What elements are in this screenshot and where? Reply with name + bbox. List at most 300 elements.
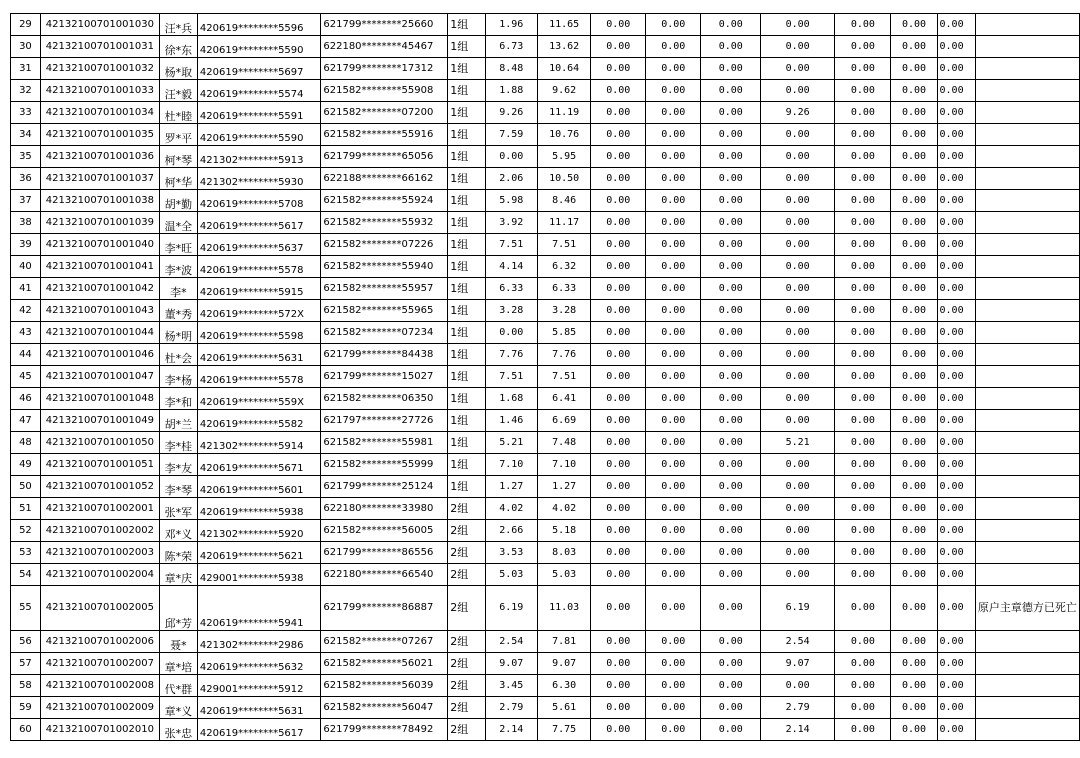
bank-account-cell: 622188********66162 — [321, 168, 448, 190]
amount-e-cell: 0.00 — [701, 498, 761, 520]
amount-i-cell: 0.00 — [937, 366, 975, 388]
table-row — [11, 278, 1080, 300]
group-cell: 2组 — [448, 586, 485, 631]
amount-f-cell: 0.00 — [761, 454, 835, 476]
amount-c-cell: 0.00 — [591, 300, 646, 322]
amount-i-cell: 0.00 — [937, 212, 975, 234]
amount-h-cell: 0.00 — [891, 124, 937, 146]
amount-d-cell: 0.00 — [646, 300, 701, 322]
table-row — [11, 410, 1080, 432]
spreadsheet-page — [10, 13, 1080, 741]
note-cell — [975, 653, 1079, 675]
name-cell: 邓*义 — [159, 520, 197, 542]
amount-c-cell: 0.00 — [591, 520, 646, 542]
name-cell: 徐*东 — [159, 36, 197, 58]
group-cell: 1组 — [448, 58, 485, 80]
amount-f-cell: 0.00 — [761, 410, 835, 432]
amount-g-cell: 0.00 — [835, 697, 891, 719]
amount-a-cell: 1.96 — [485, 14, 537, 36]
amount-e-cell: 0.00 — [701, 322, 761, 344]
amount-b-cell: 8.03 — [537, 542, 591, 564]
amount-a-cell: 2.14 — [485, 719, 537, 741]
amount-d-cell: 0.00 — [646, 256, 701, 278]
group-cell: 2组 — [448, 631, 485, 653]
amount-a-cell: 6.33 — [485, 278, 537, 300]
amount-b-cell: 5.18 — [537, 520, 591, 542]
row-index-cell: 30 — [11, 36, 41, 58]
amount-h-cell: 0.00 — [891, 410, 937, 432]
amount-f-cell: 0.00 — [761, 564, 835, 586]
household-code-cell: 42132100701002005 — [40, 586, 159, 631]
table-row — [11, 14, 1080, 36]
bank-account-cell: 621582********55965 — [321, 300, 448, 322]
amount-i-cell: 0.00 — [937, 300, 975, 322]
bank-account-cell: 621582********07226 — [321, 234, 448, 256]
amount-h-cell: 0.00 — [891, 146, 937, 168]
id-number-cell: 420619********5617 — [197, 719, 320, 741]
group-cell: 2组 — [448, 697, 485, 719]
table-row — [11, 36, 1080, 58]
bank-account-cell: 621799********78492 — [321, 719, 448, 741]
amount-g-cell: 0.00 — [835, 344, 891, 366]
table-row — [11, 520, 1080, 542]
group-cell: 2组 — [448, 564, 485, 586]
amount-c-cell: 0.00 — [591, 234, 646, 256]
bank-account-cell: 621582********56039 — [321, 675, 448, 697]
amount-e-cell: 0.00 — [701, 631, 761, 653]
amount-g-cell: 0.00 — [835, 234, 891, 256]
table-row — [11, 322, 1080, 344]
group-cell: 1组 — [448, 168, 485, 190]
household-code-cell: 42132100701002002 — [40, 520, 159, 542]
amount-e-cell: 0.00 — [701, 388, 761, 410]
name-cell: 柯*华 — [159, 168, 197, 190]
amount-h-cell: 0.00 — [891, 234, 937, 256]
amount-e-cell: 0.00 — [701, 366, 761, 388]
id-number-cell: 421302********5930 — [197, 168, 320, 190]
amount-e-cell: 0.00 — [701, 124, 761, 146]
household-code-cell: 42132100701001051 — [40, 454, 159, 476]
amount-b-cell: 9.62 — [537, 80, 591, 102]
amount-i-cell: 0.00 — [937, 190, 975, 212]
amount-b-cell: 10.64 — [537, 58, 591, 80]
amount-b-cell: 5.03 — [537, 564, 591, 586]
household-code-cell: 42132100701001041 — [40, 256, 159, 278]
amount-d-cell: 0.00 — [646, 719, 701, 741]
row-index-cell: 46 — [11, 388, 41, 410]
name-cell: 李*和 — [159, 388, 197, 410]
amount-a-cell: 5.98 — [485, 190, 537, 212]
amount-f-cell: 0.00 — [761, 476, 835, 498]
id-number-cell: 421302********2986 — [197, 631, 320, 653]
amount-f-cell: 0.00 — [761, 234, 835, 256]
name-cell: 章*庆 — [159, 564, 197, 586]
table-row — [11, 564, 1080, 586]
name-cell: 邱*芳 — [159, 586, 197, 631]
id-number-cell: 420619********5598 — [197, 322, 320, 344]
name-cell: 李*琴 — [159, 476, 197, 498]
amount-e-cell: 0.00 — [701, 410, 761, 432]
bank-account-cell: 622180********45467 — [321, 36, 448, 58]
group-cell: 1组 — [448, 36, 485, 58]
amount-e-cell: 0.00 — [701, 278, 761, 300]
amount-b-cell: 6.30 — [537, 675, 591, 697]
household-code-cell: 42132100701001048 — [40, 388, 159, 410]
id-number-cell: 420619********572X — [197, 300, 320, 322]
amount-a-cell: 2.66 — [485, 520, 537, 542]
amount-d-cell: 0.00 — [646, 653, 701, 675]
amount-i-cell: 0.00 — [937, 564, 975, 586]
amount-d-cell: 0.00 — [646, 102, 701, 124]
group-cell: 1组 — [448, 146, 485, 168]
household-code-cell: 42132100701001039 — [40, 212, 159, 234]
amount-e-cell: 0.00 — [701, 300, 761, 322]
amount-d-cell: 0.00 — [646, 146, 701, 168]
household-code-cell: 42132100701002010 — [40, 719, 159, 741]
amount-h-cell: 0.00 — [891, 675, 937, 697]
amount-f-cell: 0.00 — [761, 388, 835, 410]
amount-f-cell: 0.00 — [761, 498, 835, 520]
name-cell: 李* — [159, 278, 197, 300]
amount-e-cell: 0.00 — [701, 36, 761, 58]
amount-h-cell: 0.00 — [891, 344, 937, 366]
table-row — [11, 102, 1080, 124]
note-cell — [975, 388, 1079, 410]
amount-d-cell: 0.00 — [646, 14, 701, 36]
amount-d-cell: 0.00 — [646, 322, 701, 344]
amount-d-cell: 0.00 — [646, 234, 701, 256]
bank-account-cell: 621582********55916 — [321, 124, 448, 146]
amount-g-cell: 0.00 — [835, 564, 891, 586]
amount-a-cell: 5.21 — [485, 432, 537, 454]
amount-e-cell: 0.00 — [701, 146, 761, 168]
amount-c-cell: 0.00 — [591, 410, 646, 432]
amount-g-cell: 0.00 — [835, 322, 891, 344]
note-cell: 原户主章德方已死亡 — [975, 586, 1079, 631]
bank-account-cell: 621797********27726 — [321, 410, 448, 432]
amount-c-cell: 0.00 — [591, 80, 646, 102]
bank-account-cell: 621582********55940 — [321, 256, 448, 278]
amount-a-cell: 1.68 — [485, 388, 537, 410]
amount-b-cell: 9.07 — [537, 653, 591, 675]
amount-d-cell: 0.00 — [646, 124, 701, 146]
amount-e-cell: 0.00 — [701, 212, 761, 234]
amount-b-cell: 7.10 — [537, 454, 591, 476]
group-cell: 1组 — [448, 80, 485, 102]
group-cell: 1组 — [448, 432, 485, 454]
row-index-cell: 58 — [11, 675, 41, 697]
amount-e-cell: 0.00 — [701, 564, 761, 586]
note-cell — [975, 432, 1079, 454]
row-index-cell: 53 — [11, 542, 41, 564]
amount-b-cell: 7.76 — [537, 344, 591, 366]
name-cell: 张*军 — [159, 498, 197, 520]
amount-d-cell: 0.00 — [646, 454, 701, 476]
amount-h-cell: 0.00 — [891, 476, 937, 498]
amount-g-cell: 0.00 — [835, 498, 891, 520]
amount-h-cell: 0.00 — [891, 80, 937, 102]
name-cell: 杜*会 — [159, 344, 197, 366]
amount-d-cell: 0.00 — [646, 410, 701, 432]
group-cell: 1组 — [448, 190, 485, 212]
amount-g-cell: 0.00 — [835, 366, 891, 388]
amount-f-cell: 0.00 — [761, 278, 835, 300]
row-index-cell: 49 — [11, 454, 41, 476]
note-cell — [975, 58, 1079, 80]
id-number-cell: 420619********5708 — [197, 190, 320, 212]
amount-f-cell: 0.00 — [761, 256, 835, 278]
amount-h-cell: 0.00 — [891, 498, 937, 520]
amount-i-cell: 0.00 — [937, 476, 975, 498]
id-number-cell: 420619********5596 — [197, 14, 320, 36]
id-number-cell: 420619********5574 — [197, 80, 320, 102]
note-cell — [975, 631, 1079, 653]
id-number-cell: 420619********5671 — [197, 454, 320, 476]
group-cell: 2组 — [448, 498, 485, 520]
amount-h-cell: 0.00 — [891, 278, 937, 300]
amount-i-cell: 0.00 — [937, 697, 975, 719]
bank-account-cell: 621799********25124 — [321, 476, 448, 498]
amount-c-cell: 0.00 — [591, 146, 646, 168]
bank-account-cell: 621799********15027 — [321, 366, 448, 388]
note-cell — [975, 498, 1079, 520]
table-row — [11, 212, 1080, 234]
group-cell: 1组 — [448, 212, 485, 234]
row-index-cell: 32 — [11, 80, 41, 102]
amount-b-cell: 5.85 — [537, 322, 591, 344]
amount-i-cell: 0.00 — [937, 432, 975, 454]
amount-i-cell: 0.00 — [937, 631, 975, 653]
row-index-cell: 36 — [11, 168, 41, 190]
bank-account-cell: 621582********07234 — [321, 322, 448, 344]
row-index-cell: 38 — [11, 212, 41, 234]
id-number-cell: 420619********5632 — [197, 653, 320, 675]
amount-b-cell: 5.95 — [537, 146, 591, 168]
note-cell — [975, 102, 1079, 124]
id-number-cell: 420619********5941 — [197, 586, 320, 631]
amount-g-cell: 0.00 — [835, 146, 891, 168]
amount-e-cell: 0.00 — [701, 14, 761, 36]
amount-f-cell: 0.00 — [761, 58, 835, 80]
bank-account-cell: 621582********55924 — [321, 190, 448, 212]
row-index-cell: 55 — [11, 586, 41, 631]
amount-b-cell: 10.76 — [537, 124, 591, 146]
name-cell: 温*全 — [159, 212, 197, 234]
row-index-cell: 52 — [11, 520, 41, 542]
amount-i-cell: 0.00 — [937, 344, 975, 366]
household-code-cell: 42132100701001035 — [40, 124, 159, 146]
amount-d-cell: 0.00 — [646, 697, 701, 719]
table-row — [11, 58, 1080, 80]
name-cell: 李*波 — [159, 256, 197, 278]
household-code-cell: 42132100701001030 — [40, 14, 159, 36]
household-code-cell: 42132100701001033 — [40, 80, 159, 102]
amount-g-cell: 0.00 — [835, 542, 891, 564]
amount-h-cell: 0.00 — [891, 366, 937, 388]
group-cell: 1组 — [448, 322, 485, 344]
amount-h-cell: 0.00 — [891, 58, 937, 80]
row-index-cell: 45 — [11, 366, 41, 388]
amount-a-cell: 7.76 — [485, 344, 537, 366]
note-cell — [975, 234, 1079, 256]
note-cell — [975, 256, 1079, 278]
amount-e-cell: 0.00 — [701, 256, 761, 278]
bank-account-cell: 621582********55957 — [321, 278, 448, 300]
amount-c-cell: 0.00 — [591, 498, 646, 520]
household-code-cell: 42132100701002001 — [40, 498, 159, 520]
id-number-cell: 420619********5591 — [197, 102, 320, 124]
amount-g-cell: 0.00 — [835, 454, 891, 476]
row-index-cell: 35 — [11, 146, 41, 168]
row-index-cell: 54 — [11, 564, 41, 586]
bank-account-cell: 621582********56021 — [321, 653, 448, 675]
amount-e-cell: 0.00 — [701, 432, 761, 454]
name-cell: 李*桂 — [159, 432, 197, 454]
amount-d-cell: 0.00 — [646, 190, 701, 212]
amount-e-cell: 0.00 — [701, 102, 761, 124]
amount-g-cell: 0.00 — [835, 36, 891, 58]
household-code-cell: 42132100701001044 — [40, 322, 159, 344]
amount-h-cell: 0.00 — [891, 432, 937, 454]
bank-account-cell: 621582********56005 — [321, 520, 448, 542]
amount-h-cell: 0.00 — [891, 542, 937, 564]
group-cell: 2组 — [448, 542, 485, 564]
group-cell: 2组 — [448, 653, 485, 675]
note-cell — [975, 146, 1079, 168]
amount-g-cell: 0.00 — [835, 675, 891, 697]
amount-e-cell: 0.00 — [701, 542, 761, 564]
amount-h-cell: 0.00 — [891, 520, 937, 542]
amount-g-cell: 0.00 — [835, 653, 891, 675]
amount-c-cell: 0.00 — [591, 102, 646, 124]
amount-e-cell: 0.00 — [701, 454, 761, 476]
household-code-cell: 42132100701001047 — [40, 366, 159, 388]
name-cell: 代*群 — [159, 675, 197, 697]
id-number-cell: 420619********5637 — [197, 234, 320, 256]
table-row — [11, 675, 1080, 697]
amount-c-cell: 0.00 — [591, 653, 646, 675]
row-index-cell: 29 — [11, 14, 41, 36]
row-index-cell: 39 — [11, 234, 41, 256]
household-code-cell: 42132100701001052 — [40, 476, 159, 498]
amount-f-cell: 2.14 — [761, 719, 835, 741]
amount-a-cell: 9.07 — [485, 653, 537, 675]
amount-h-cell: 0.00 — [891, 388, 937, 410]
amount-i-cell: 0.00 — [937, 278, 975, 300]
table-row — [11, 366, 1080, 388]
amount-g-cell: 0.00 — [835, 212, 891, 234]
table-row — [11, 542, 1080, 564]
table-row — [11, 653, 1080, 675]
amount-c-cell: 0.00 — [591, 388, 646, 410]
amount-f-cell: 0.00 — [761, 542, 835, 564]
amount-g-cell: 0.00 — [835, 80, 891, 102]
note-cell — [975, 278, 1079, 300]
amount-a-cell: 3.53 — [485, 542, 537, 564]
table-row — [11, 190, 1080, 212]
id-number-cell: 420619********5617 — [197, 212, 320, 234]
bank-account-cell: 621582********55908 — [321, 80, 448, 102]
amount-a-cell: 4.02 — [485, 498, 537, 520]
bank-account-cell: 621799********65056 — [321, 146, 448, 168]
amount-i-cell: 0.00 — [937, 586, 975, 631]
amount-e-cell: 0.00 — [701, 520, 761, 542]
amount-d-cell: 0.00 — [646, 498, 701, 520]
table-row — [11, 344, 1080, 366]
amount-h-cell: 0.00 — [891, 653, 937, 675]
table-row — [11, 256, 1080, 278]
amount-a-cell: 9.26 — [485, 102, 537, 124]
bank-account-cell: 622180********33980 — [321, 498, 448, 520]
name-cell: 李*友 — [159, 454, 197, 476]
id-number-cell: 420619********5578 — [197, 256, 320, 278]
note-cell — [975, 564, 1079, 586]
amount-g-cell: 0.00 — [835, 410, 891, 432]
amount-i-cell: 0.00 — [937, 719, 975, 741]
amount-b-cell: 6.32 — [537, 256, 591, 278]
name-cell: 杨*明 — [159, 322, 197, 344]
household-code-cell: 42132100701001040 — [40, 234, 159, 256]
bank-account-cell: 621799********25660 — [321, 14, 448, 36]
id-number-cell: 420619********5621 — [197, 542, 320, 564]
amount-g-cell: 0.00 — [835, 190, 891, 212]
amount-h-cell: 0.00 — [891, 36, 937, 58]
note-cell — [975, 168, 1079, 190]
amount-h-cell: 0.00 — [891, 697, 937, 719]
amount-f-cell: 0.00 — [761, 675, 835, 697]
name-cell: 聂* — [159, 631, 197, 653]
amount-b-cell: 7.75 — [537, 719, 591, 741]
id-number-cell: 429001********5912 — [197, 675, 320, 697]
name-cell: 李*杨 — [159, 366, 197, 388]
note-cell — [975, 190, 1079, 212]
row-index-cell: 37 — [11, 190, 41, 212]
amount-d-cell: 0.00 — [646, 564, 701, 586]
amount-a-cell: 0.00 — [485, 146, 537, 168]
name-cell: 柯*琴 — [159, 146, 197, 168]
amount-c-cell: 0.00 — [591, 719, 646, 741]
amount-c-cell: 0.00 — [591, 58, 646, 80]
table-row — [11, 697, 1080, 719]
group-cell: 1组 — [448, 366, 485, 388]
amount-c-cell: 0.00 — [591, 124, 646, 146]
amount-b-cell: 7.48 — [537, 432, 591, 454]
household-code-cell: 42132100701001043 — [40, 300, 159, 322]
note-cell — [975, 719, 1079, 741]
amount-f-cell: 0.00 — [761, 344, 835, 366]
name-cell: 章*培 — [159, 653, 197, 675]
row-index-cell: 34 — [11, 124, 41, 146]
row-index-cell: 43 — [11, 322, 41, 344]
amount-i-cell: 0.00 — [937, 58, 975, 80]
group-cell: 1组 — [448, 454, 485, 476]
id-number-cell: 420619********5938 — [197, 498, 320, 520]
amount-f-cell: 0.00 — [761, 14, 835, 36]
name-cell: 汪*兵 — [159, 14, 197, 36]
amount-a-cell: 1.46 — [485, 410, 537, 432]
name-cell: 董*秀 — [159, 300, 197, 322]
bank-account-cell: 621799********86887 — [321, 586, 448, 631]
id-number-cell: 420619********5631 — [197, 697, 320, 719]
id-number-cell: 420619********5631 — [197, 344, 320, 366]
row-index-cell: 59 — [11, 697, 41, 719]
row-index-cell: 40 — [11, 256, 41, 278]
amount-e-cell: 0.00 — [701, 190, 761, 212]
amount-e-cell: 0.00 — [701, 675, 761, 697]
name-cell: 章*义 — [159, 697, 197, 719]
id-number-cell: 420619********5590 — [197, 36, 320, 58]
household-code-cell: 42132100701002009 — [40, 697, 159, 719]
